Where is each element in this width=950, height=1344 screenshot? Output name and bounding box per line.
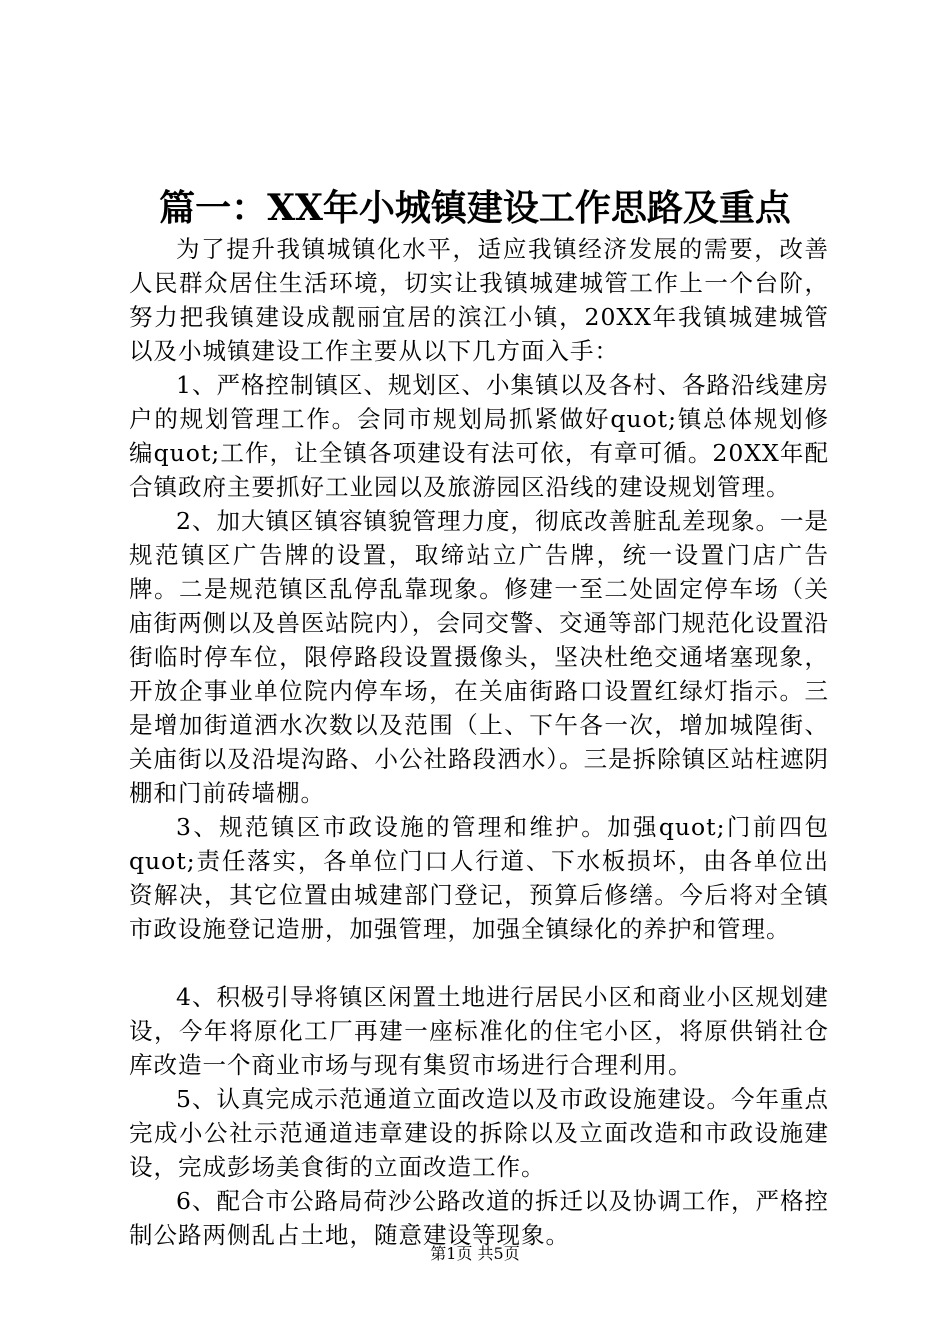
page-footer: 第1页 共5页 — [430, 1244, 520, 1263]
item-3-paragraph: 3、规范镇区市政设施的管理和维护。加强quot;门前四包quot;责任落实，各单位门口人行道、下水板损坏，由各单位出资解决，其它位置由城建部门登记，预算后修缮。今后将对全镇市政设施登记造册，加强管理，加强全镇绿化的养护和管理。 — [129, 813, 829, 943]
item-1-paragraph: 1、严格控制镇区、规划区、小集镇以及各村、各路沿线建房户的规划管理工作。会同市规划局抓紧做好quot;镇总体规划修编quot;工作，让全镇各项建设有法可依，有章可循。20XX年配合镇政府主要抓好工业园以及旅游园区沿线的建设规划管理。 — [129, 371, 829, 501]
intro-paragraph: 为了提升我镇城镇化水平，适应我镇经济发展的需要，改善人民群众居住生活环境，切实让我镇城建城管工作上一个台阶，努力把我镇建设成靓丽宜居的滨江小镇，20XX年我镇城建城管以及小城镇建设工作主要从以下几方面入手： — [129, 235, 829, 365]
item-5-paragraph: 5、认真完成示范通道立面改造以及市政设施建设。今年重点完成小公社示范通道违章建设的拆除以及立面改造和市政设施建设，完成彭场美食街的立面改造工作。 — [129, 1085, 829, 1181]
document-title: 篇一：XX年小城镇建设工作思路及重点 — [159, 187, 791, 229]
item-4-paragraph: 4、积极引导将镇区闲置土地进行居民小区和商业小区规划建设，今年将原化工厂再建一座标准化的住宅小区，将原供销社仓库改造一个商业市场与现有集贸市场进行合理利用。 — [129, 983, 829, 1079]
item-6-paragraph: 6、配合市公路局荷沙公路改道的拆迁以及协调工作，严格控制公路两侧乱占土地，随意建设等现象。 — [129, 1187, 829, 1249]
document-body — [129, 232, 829, 1252]
item-2-paragraph: 2、加大镇区镇容镇貌管理力度，彻底改善脏乱差现象。一是规范镇区广告牌的设置，取缔站立广告牌，统一设置门店广告牌。二是规范镇区乱停乱靠现象。修建一至二处固定停车场（关庙街两侧以及兽医站院内），会同交警、交通等部门规范化设置沿街临时停车位，限停路段设置摄像头，坚决杜绝交通堵塞现象，开放企事业单位院内停车场，在关庙街路口设置红绿灯指示。三是增加街道洒水次数以及范围（上、下午各一次，增加城隍街、关庙街以及沿堤沟路、小公社路段洒水）。三是拆除镇区站柱遮阴棚和门前砖墙棚。 — [129, 507, 829, 807]
